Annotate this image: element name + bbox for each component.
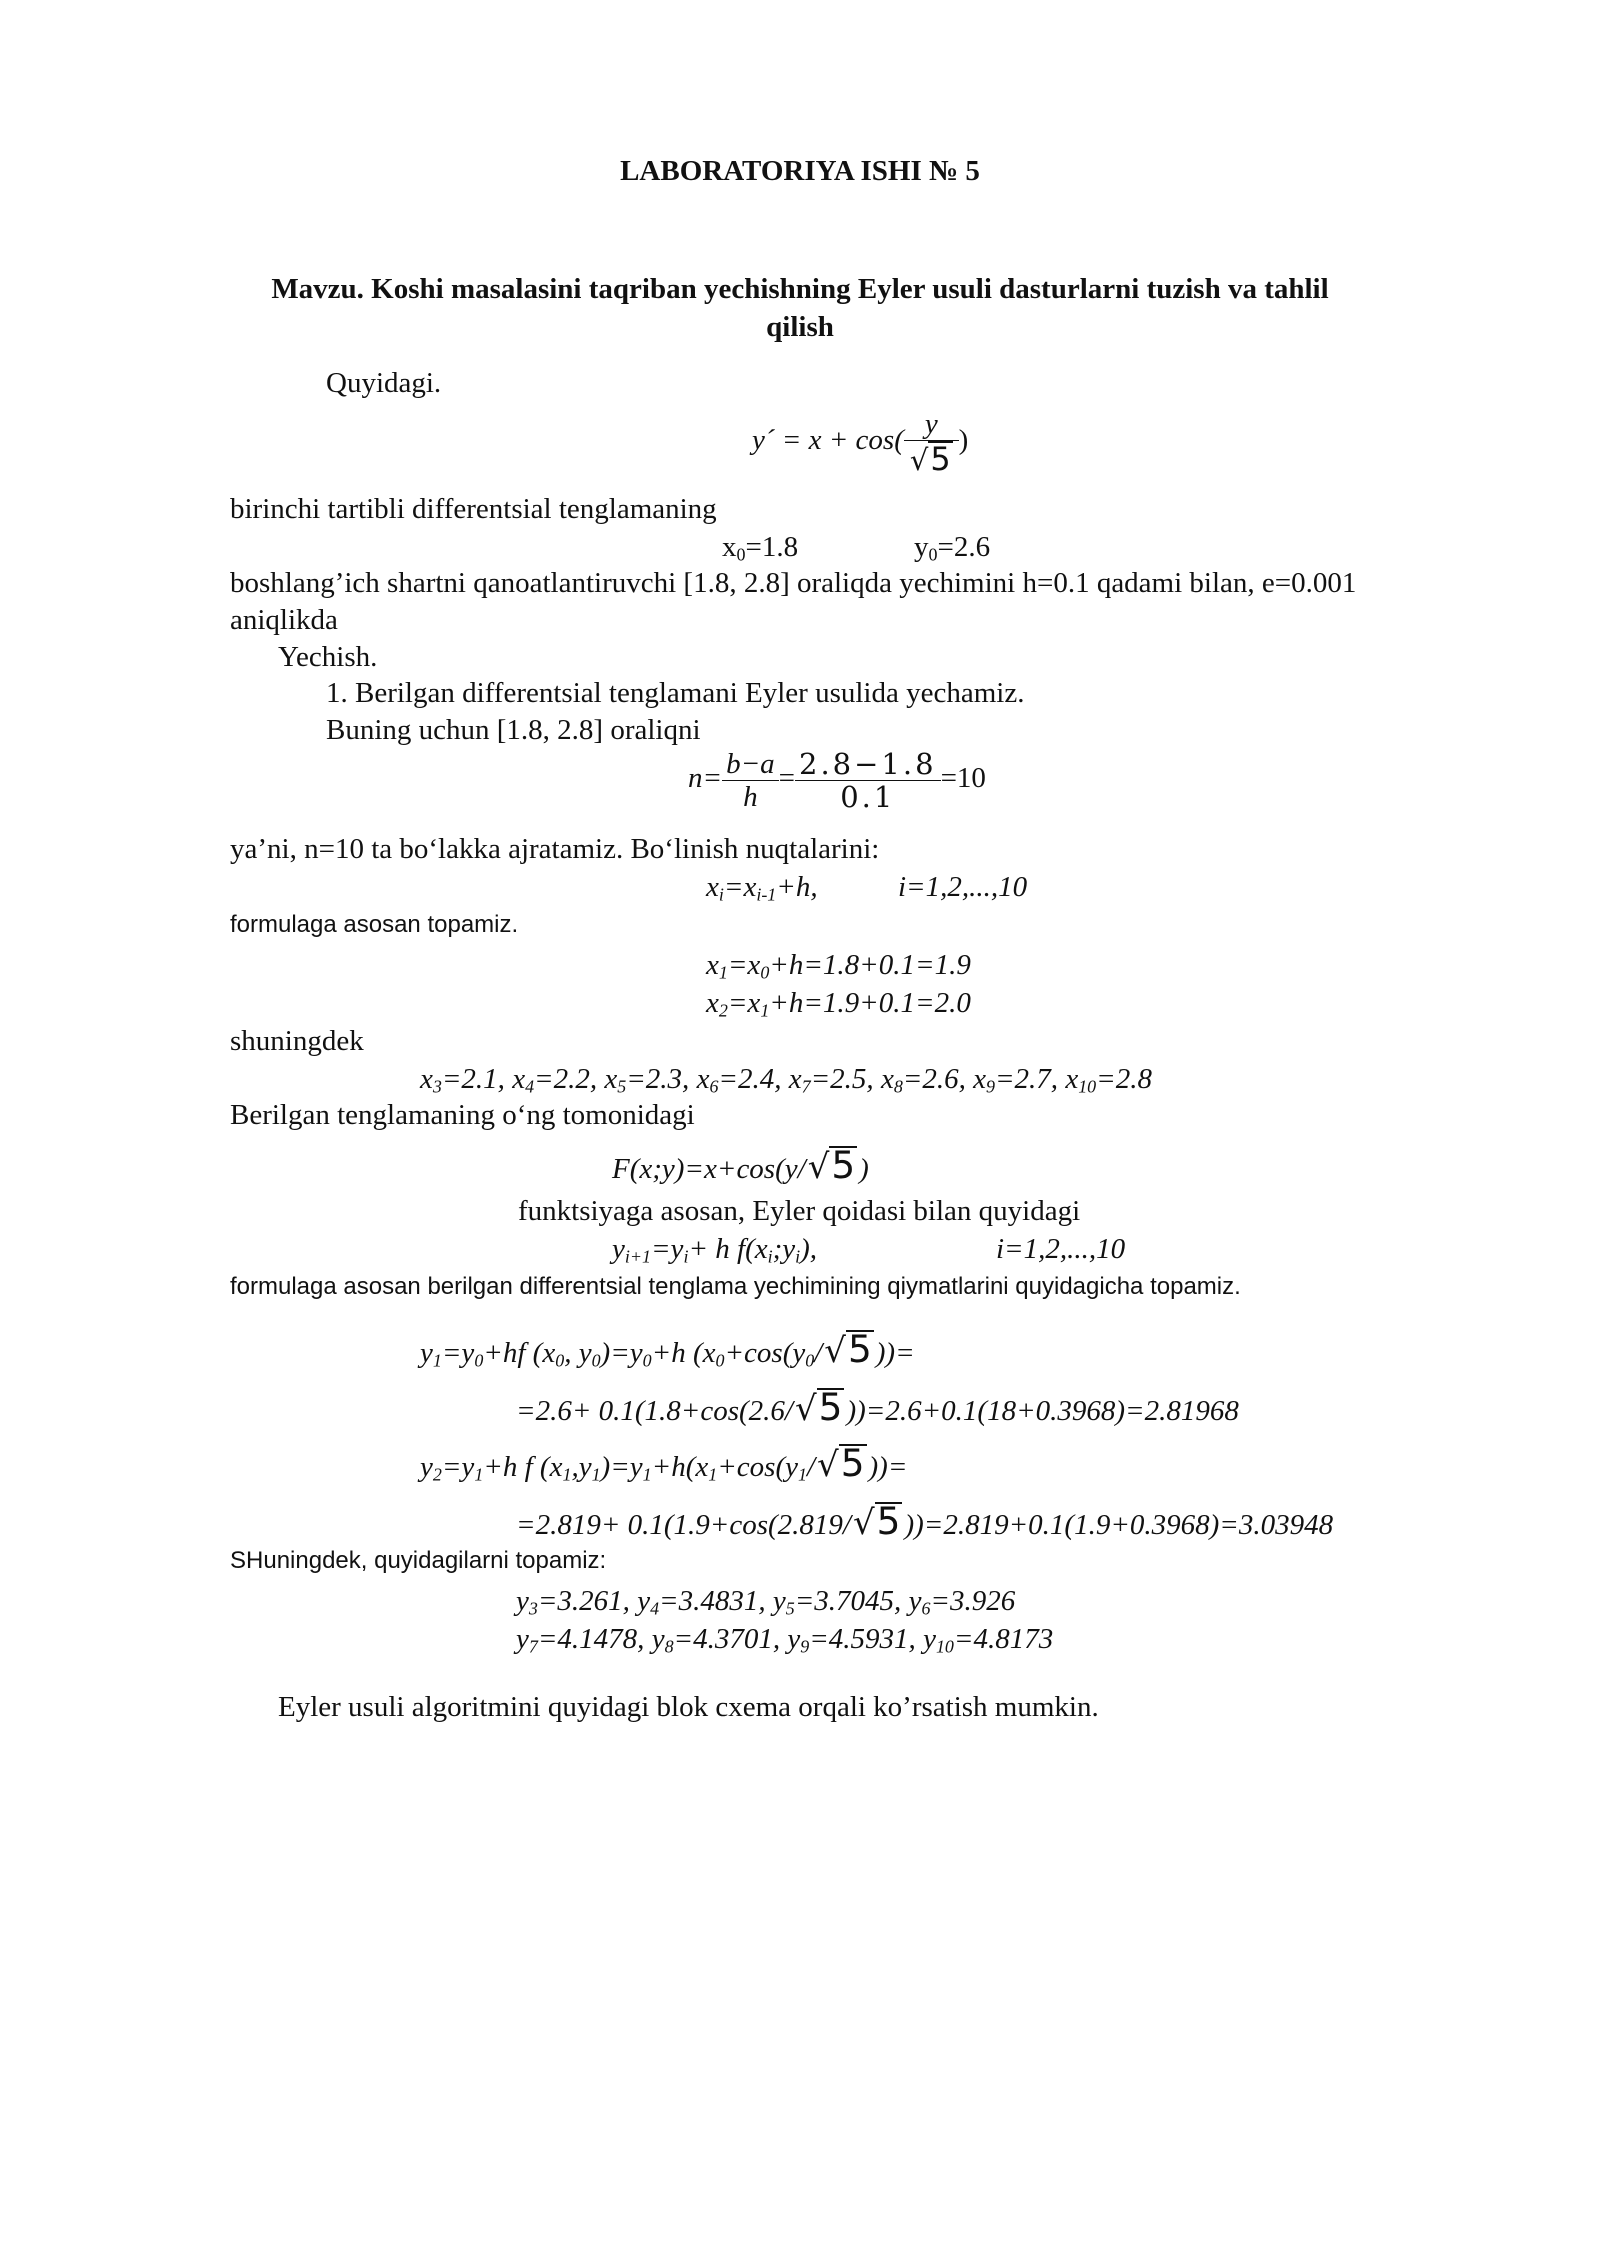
y1-l1-c: ,	[564, 1337, 572, 1369]
step-1-text: 1. Berilgan differentsial tenglamani Eyler usulida yechamiz.	[326, 677, 1025, 709]
page-title: LABORATORIYA ISHI № 5	[620, 155, 980, 187]
xi-range: i=1,2,...,10	[898, 871, 1028, 903]
y2-l1-g: /	[806, 1451, 816, 1483]
sqrt-symbol: √5	[909, 440, 951, 478]
n-fraction-2	[795, 748, 941, 813]
sqrt-symbol: √5	[795, 1385, 843, 1429]
y1-l1-g: /	[814, 1337, 823, 1369]
y1-l1-d: )=y	[600, 1337, 643, 1369]
sqrt-symbol: √5	[817, 1441, 865, 1485]
y2-l1-d: )=y	[600, 1451, 643, 1483]
y1-l2-b: ))=2.6+0.1(18+0.3968)=2.81968	[846, 1395, 1239, 1427]
x7-value: =2.5,	[810, 1063, 881, 1095]
n-lhs: n=	[688, 762, 723, 795]
divide-text: ya’ni, n=10 ta bo‘lakka ajratamiz. Bo‘linish nuqtalarini:	[230, 833, 880, 865]
topic-line-1: Mavzu. Koshi masalasini taqriban yechishning Eyler usuli dasturlarni tuzish va tahlil	[271, 273, 1329, 305]
x4-value: =2.2,	[534, 1063, 605, 1095]
y2-line-2	[516, 1499, 1334, 1543]
formula-find-text: formulaga asosan topamiz.	[230, 911, 519, 938]
y2-l1-c: ,y	[571, 1451, 592, 1483]
y2-line-1: $y_2=y_1+h$ f $(x_1,y_1)=y_1+h(x_1+\cos(y_1/√5$ ))=	[420, 1441, 908, 1485]
y1-l1-e: +h (x	[651, 1337, 716, 1369]
y2-l1-h: ))=	[868, 1451, 908, 1483]
F-b: )	[859, 1153, 869, 1185]
initial-y0: $y_0=2.6$	[914, 531, 991, 565]
sqrt-radicand: 5	[930, 440, 951, 478]
condition-line-1: boshlang’ich shartni qanoatlantiruvchi [1.8, 2.8] oraliqda yechimini h=0.1 qadami bilan, e=0.001	[230, 567, 1357, 599]
x1-a: =x	[727, 949, 761, 981]
xi-main: =x	[723, 871, 757, 903]
x1-line: $x_1=x_0+h=1.8+0.1=1.9$	[706, 949, 971, 983]
y0-value: =2.6	[937, 531, 991, 563]
x2-line: $x_2=x_1+h=1.9+0.1=2.0$	[706, 987, 971, 1021]
x3-value: =2.1,	[441, 1063, 513, 1095]
x5-value: =2.3,	[626, 1063, 697, 1095]
topic-line-2: qilish	[766, 311, 834, 343]
sqrt-symbol: √5	[807, 1143, 856, 1187]
sqrt-radicand: 5	[831, 1143, 856, 1187]
equation-fraction	[904, 408, 959, 477]
y8-value: =4.3701,	[673, 1623, 788, 1655]
n-f1-den: h	[743, 781, 758, 813]
y9-value: =4.5931,	[809, 1623, 924, 1655]
func-text: funktsiyaga asosan, Eyler qoidasi bilan quyidagi	[518, 1195, 1081, 1227]
x10-value: =2.8	[1096, 1063, 1152, 1095]
right-side-text: Berilgan tenglamaning o‘ng tomonidagi	[230, 1099, 695, 1131]
initial-x0: $x_0=1.8$	[722, 531, 799, 565]
n-f2-den: 0.1	[840, 780, 896, 814]
euler-rule: $y_{i+1}=y_i+ h$ $f(x_i;y_i)$,	[612, 1233, 818, 1267]
euler-a: =y	[650, 1233, 684, 1265]
y2-l2-b: ))=2.819+0.1(1.9+0.3968)=3.03948	[904, 1509, 1334, 1541]
main-equation	[752, 408, 968, 477]
sqrt-radicand: 5	[818, 1385, 843, 1429]
y-values-line-1: $y_3=3.261$, $y_4=3.4831$, $y_5=3.7045$, $y_6=3.926$	[516, 1585, 1016, 1619]
euler-range: i=1,2,...,10	[996, 1233, 1126, 1265]
y5-value: =3.7045,	[794, 1585, 909, 1617]
y2-l1-e: +h(x	[651, 1451, 709, 1483]
y6-value: =3.926	[930, 1585, 1016, 1617]
y1-l1-a: =y	[441, 1337, 475, 1369]
equation-lhs: y´ = x + cos(	[752, 424, 904, 457]
x8-value: =2.6,	[902, 1063, 974, 1095]
equation-close: )	[958, 424, 969, 457]
y4-value: =3.4831,	[659, 1585, 773, 1617]
sqrt-symbol: √5	[824, 1327, 872, 1371]
sqrt-radicand: 5	[876, 1499, 901, 1543]
first-order-text: birinchi tartibli differentsial tenglamaning	[230, 493, 717, 525]
y1-l1-f: +cos(y	[724, 1337, 806, 1369]
euler-b: + h f(x	[688, 1233, 768, 1265]
y1-l1-h: ))=	[875, 1337, 915, 1369]
x9-value: =2.7,	[994, 1063, 1066, 1095]
x2-a: =x	[727, 987, 761, 1019]
y-values-line-2: $y_7=4.1478$, $y_8=4.3701$, $y_9=4.5931$, $y_{10}=4.8173$	[516, 1623, 1054, 1657]
x6-value: =2.4,	[718, 1063, 789, 1095]
y1-line-1: $y_1=y_0+hf$ ($x_0$, $y_0)=y_0+h$ ($x_0+\cos(y_0/√5$ ))=	[420, 1327, 915, 1371]
xi-formula: $x_i=x_{i-1}+h$,	[706, 871, 818, 905]
n-fraction-1	[722, 748, 779, 813]
euler-d: ),	[800, 1233, 818, 1265]
y1-l2-a: =2.6+ 0.1(1.8+cos(2.6/	[516, 1395, 793, 1427]
sqrt-symbol: √5	[853, 1499, 901, 1543]
F-formula	[612, 1143, 869, 1187]
sqrt-radicand: 5	[847, 1327, 872, 1371]
condition-line-2: aniqlikda	[230, 604, 338, 636]
solution-heading: Yechish.	[278, 641, 378, 673]
y3-value: =3.261,	[537, 1585, 638, 1617]
x-values-line: $x_3=2.1$, $x_4=2.2$, $x_5=2.3$, $x_6=2.4$, $x_7=2.5$, $x_8=2.6$, $x_9=2.7$, $x_{10}=2.8$	[420, 1063, 1152, 1097]
n-f2-num: 2.8−1.8	[795, 748, 941, 781]
euler-c: ;y	[772, 1233, 796, 1265]
F-a: F(x;y)=x+cos(y/	[612, 1153, 806, 1185]
step-1b-text: Buning uchun [1.8, 2.8] oraliqni	[326, 714, 701, 746]
x2-b: +h=1.9+0.1=2.0	[769, 987, 971, 1019]
block-scheme-text: Eyler usuli algoritmini quyidagi blok cxema orqali ko’rsatish mumkin.	[278, 1691, 1099, 1723]
x0-value: =1.8	[745, 531, 799, 563]
y2-l1-b: +h f (x	[483, 1451, 563, 1483]
y2-l1-a: =y	[441, 1451, 475, 1483]
y1-line-2	[516, 1385, 1239, 1429]
y10-value: =4.8173	[953, 1623, 1054, 1655]
sqrt-radicand: 5	[840, 1441, 865, 1485]
xi-tail: +h,	[776, 871, 818, 903]
n-eq: =	[778, 762, 796, 795]
equation-numerator: y	[904, 408, 959, 441]
n-rhs: =10	[940, 762, 986, 795]
y1-l1-b: +hf (x	[483, 1337, 556, 1369]
n-formula	[688, 748, 986, 813]
shuningdek-text: shuningdek	[230, 1025, 364, 1057]
y7-value: =4.1478,	[537, 1623, 652, 1655]
formula-values-text: formulaga asosan berilgan differentsial tenglama yechimining qiymatlarini quyidagicha topamiz.	[230, 1273, 1241, 1300]
intro-text: Quyidagi.	[326, 367, 442, 399]
x1-b: +h=1.8+0.1=1.9	[769, 949, 971, 981]
likewise-text: SHuningdek, quyidagilarni topamiz:	[230, 1547, 607, 1574]
n-f1-num: b−a	[722, 748, 779, 781]
y2-l2-a: =2.819+ 0.1(1.9+cos(2.819/	[516, 1509, 851, 1541]
y2-l1-f: +cos(y	[717, 1451, 798, 1483]
